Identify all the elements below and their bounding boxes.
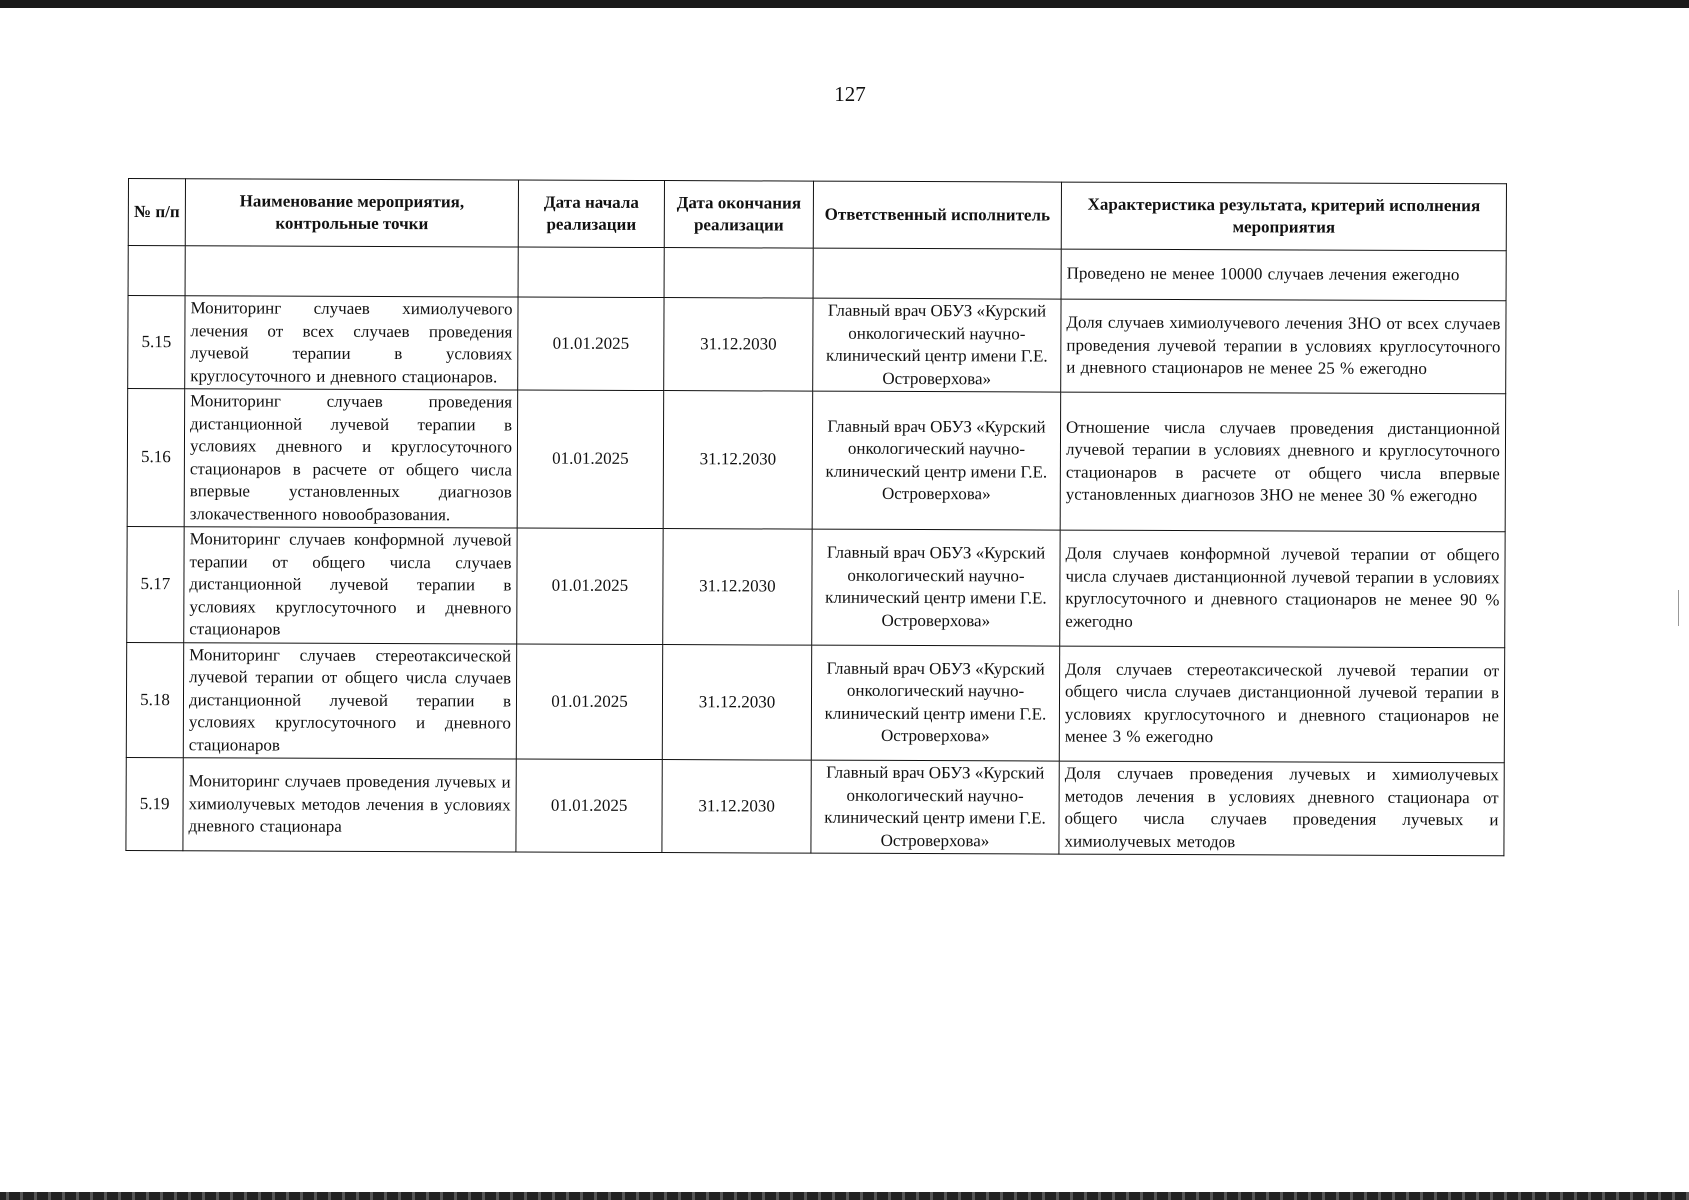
cell-empty xyxy=(664,248,813,299)
header-end-date: Дата окончания реализации xyxy=(664,181,813,249)
header-start-date: Дата начала реализации xyxy=(518,180,664,248)
cell-result: Доля случаев химиолучевого лечения ЗНО от всех случаев проведения лучевой терапии в условиях круглосуточного и дневного стационаров не менее 25 % ежегодно xyxy=(1061,299,1506,394)
cell-name: Мониторинг случаев проведения лучевых и химиолучевых методов лечения в условиях дневного стационара xyxy=(183,758,516,852)
cell-start-date: 01.01.2025 xyxy=(516,643,662,759)
cell-responsible: Главный врач ОБУЗ «Курский онкологический научно-клинический центр имени Г.Е. Островерхова» xyxy=(813,298,1061,392)
cell-start-date: 01.01.2025 xyxy=(517,528,663,644)
cell-num: 5.19 xyxy=(126,757,183,850)
table-row xyxy=(126,757,1504,855)
cell-num: 5.17 xyxy=(127,526,184,642)
header-result: Характеристика результата, критерий исполнения мероприятия xyxy=(1061,182,1506,251)
header-num: № п/п xyxy=(128,179,185,246)
cell-num: 5.15 xyxy=(128,296,185,389)
cell-responsible: Главный врач ОБУЗ «Курский онкологический научно-клинический центр имени Г.Е. Островерхова» xyxy=(811,645,1059,761)
activities-table xyxy=(125,178,1507,856)
cell-result: Доля случаев стереотаксической лучевой терапии от общего числа случаев дистанционной лучевой терапии в условиях круглосуточного и дневного стационаров не менее 3 % ежегодно xyxy=(1059,646,1504,763)
cell-result: Доля случаев проведения лучевых и химиолучевых методов лечения в условиях дневного стационара от общего числа случаев проведения лучевых и химиолучевых методов xyxy=(1059,761,1504,856)
cell-name: Мониторинг случаев конформной лучевой терапии от общего числа случаев дистанционной лучевой терапии в условиях круглосуточного и дневного стационаров xyxy=(184,527,517,644)
cell-end-date: 31.12.2030 xyxy=(662,760,811,854)
cell-end-date: 31.12.2030 xyxy=(662,644,811,760)
cell-responsible: Главный врач ОБУЗ «Курский онкологический научно-клинический центр имени Г.Е. Островерхова» xyxy=(812,391,1061,530)
cell-empty xyxy=(185,246,518,297)
cell-result: Отношение числа случаев проведения дистанционной лучевой терапии в условиях дневного и круглосуточного стационаров в расчете от общего числа впервые установленных диагнозов ЗНО не менее 30 % ежегодно xyxy=(1060,392,1506,532)
scan-edge-mark xyxy=(1678,590,1679,626)
table-header-row xyxy=(128,179,1506,251)
cell-start-date: 01.01.2025 xyxy=(517,390,664,529)
cell-name: Мониторинг случаев химиолучевого лечения от всех случаев проведения лучевой терапии в условиях круглосуточного и дневного стационаров. xyxy=(185,296,518,390)
cell-result: Проведено не менее 10000 случаев лечения ежегодно xyxy=(1061,249,1506,301)
cell-result: Доля случаев конформной лучевой терапии от общего числа случаев дистанционной лучевой терапии в условиях круглосуточного и дневного стационаров не менее 90 % ежегодно xyxy=(1060,530,1505,647)
table-row-continuation xyxy=(128,246,1506,301)
scan-edge-top xyxy=(0,0,1689,8)
cell-end-date: 31.12.2030 xyxy=(664,298,813,392)
table-row xyxy=(128,296,1506,394)
header-name: Наименование мероприятия, контрольные точки xyxy=(185,179,518,247)
cell-start-date: 01.01.2025 xyxy=(518,297,664,391)
page-number: 127 xyxy=(834,82,866,106)
cell-empty xyxy=(128,246,185,296)
cell-num: 5.18 xyxy=(126,642,183,758)
cell-responsible: Главный врач ОБУЗ «Курский онкологический научно-клинический центр имени Г.Е. Островерхова» xyxy=(811,760,1059,854)
cell-empty xyxy=(518,247,664,298)
table-row xyxy=(126,642,1504,763)
cell-name: Мониторинг случаев проведения дистанционной лучевой терапии в условиях дневного и круглосуточного стационаров в расчете от общего числа впервые установленных диагнозов злокачественного новообразования. xyxy=(184,389,518,528)
cell-end-date: 31.12.2030 xyxy=(663,391,813,530)
table-row xyxy=(127,389,1506,532)
cell-empty xyxy=(813,248,1061,299)
cell-end-date: 31.12.2030 xyxy=(663,529,812,645)
cell-num: 5.16 xyxy=(127,389,185,527)
scan-edge-bottom xyxy=(0,1192,1689,1200)
cell-responsible: Главный врач ОБУЗ «Курский онкологический научно-клинический центр имени Г.Е. Островерхова» xyxy=(812,529,1060,645)
header-responsible: Ответственный исполнитель xyxy=(813,181,1061,249)
table-row xyxy=(127,526,1505,647)
cell-name: Мониторинг случаев стереотаксической лучевой терапии от общего числа случаев дистанционной лучевой терапии в условиях круглосуточного и дневного стационаров xyxy=(183,642,516,759)
cell-start-date: 01.01.2025 xyxy=(516,759,662,853)
